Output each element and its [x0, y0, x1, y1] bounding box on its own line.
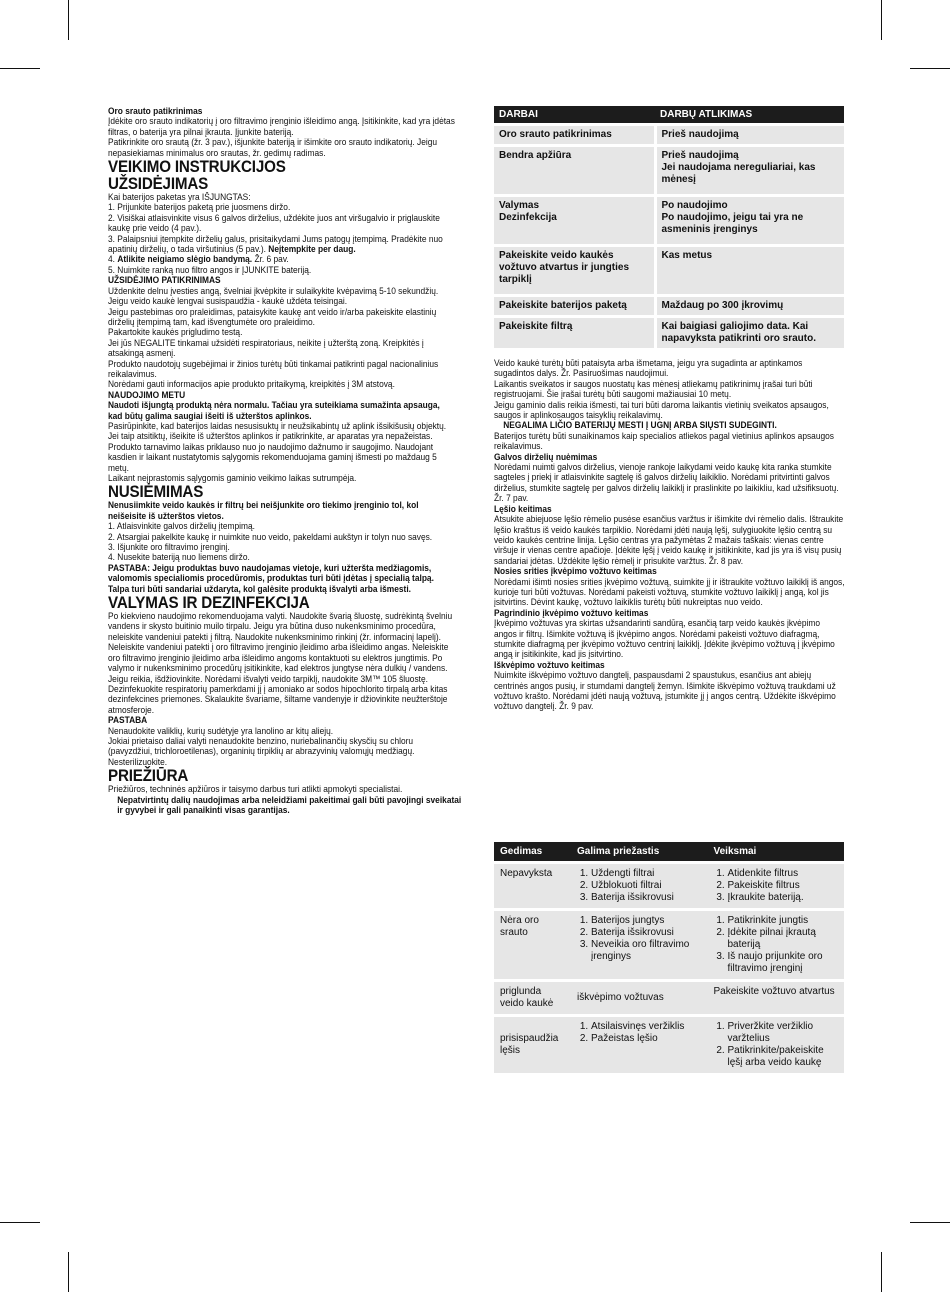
schedule-timing: Prieš naudojimą Jei naudojama nereguliariai, kas mėnesį — [655, 146, 844, 196]
left-column — [108, 106, 462, 815]
schedule-row — [494, 146, 844, 196]
paragraph: Nuimkite iškvėpimo vožtuvo dangtelį, paspausdami 2 spaustukus, esančius ant abiejų centrinės angos pusių, ir stumdami dangtelį žemyn. Išimkite iškvėpimo vožtuvą traukdami už vožtuvo krašto. Norėdami įdėti naują vožtuvą, įstumkite jį į angos centrą. Uždėkite iškvėpimo vožtuvo dangtelį. Žr. 9 pav. — [494, 670, 836, 712]
subheading: PASTABA — [108, 715, 148, 726]
schedule-header-timing: DARBŲ ATLIKIMAS — [655, 106, 844, 125]
action-item: 1. Atidenkite filtrus — [728, 868, 839, 880]
paragraph: Norėdami gauti informacijos apie produkto pritaikymą, kreipkitės į 3M atstovą. — [108, 379, 395, 390]
trouble-action: Pakeiskite vožtuvo atvartus — [708, 981, 845, 1016]
troubleshooting-table — [494, 842, 844, 1073]
paragraph: Atsukite abiejuose lęšio rėmelio pusėse esančius varžtus ir išimkite dvi rėmelio dalis. Ištraukite lęšio kraštus iš veido kaukės tarpiklio. Norėdami įdėti naują lęšį, sulygiuokite lęšio centrą su veido kaukės centrine linija. Lęšio centras yra pažymėtas 2 mažais taškais: vienas centre viršuje ir vienas centre apačioje. Įdėkite lęšį į veido kaukę ir įsitikinkite, kad jis yra iš visų pusių sandariai įdėtas. Uždėkite lęšio rėmelį ir prisukite varžtus. Žr. 8 pav. — [494, 514, 844, 566]
schedule-row — [494, 317, 844, 349]
bold-paragraph: NEGALIMA LIČIO BATERIJŲ MESTI Į UGNĮ ARBA SIŲSTI SUDEGINTI. — [503, 420, 777, 431]
schedule-row — [494, 196, 844, 246]
schedule-task: Valymas Dezinfekcija — [494, 196, 655, 246]
cause-item: 1. Baterijos jungtys — [591, 915, 702, 927]
subheading: Oro srauto patikrinimas — [108, 106, 203, 116]
paragraph: 2. Visiškai atlaisvinkite visus 6 galvos dirželius, uždėkite juos ant viršugalvio ir priglauskite kaukę prie veido (4 pav.). — [108, 212, 440, 234]
trouble-fault: priglunda veido kaukė — [494, 981, 571, 1016]
trouble-cause — [571, 910, 708, 981]
section-heading: VEIKIMO INSTRUKCIJOS — [108, 158, 286, 177]
paragraph: Jokiai prietaiso daliai valyti nenaudokite benzino, nuriebalinančių skysčių su chloru (pavyzdžiui, trichloroetilenas), organinių tirpiklių ar abrazyvinių valomųjų medžiagų. — [108, 735, 415, 757]
crop-mark — [881, 1252, 882, 1292]
section-heading: NUSIĖMIMAS — [108, 483, 204, 502]
crop-mark — [910, 1222, 950, 1223]
maintenance-schedule-table — [494, 106, 844, 348]
trouble-row — [494, 910, 844, 981]
schedule-timing: Po naudojimo Po naudojimo, jeigu tai yra ne asmeninis įrenginys — [655, 196, 844, 246]
trouble-cause: iškvėpimo vožtuvas — [571, 981, 708, 1016]
trouble-header-cause: Galima priežastis — [571, 842, 708, 863]
schedule-task: Bendra apžiūra — [494, 146, 655, 196]
bold-paragraph: Nepatvirtintų dalių naudojimas arba neleidžiami pakeitimai gali būti pavojingi sveikatai ir gyvybei ir gali panaikinti visas garantijas. — [117, 794, 462, 815]
cause-item: 2. Pažeistas lęšio — [591, 1033, 702, 1045]
subheading: Galvos dirželių nuėmimas — [494, 451, 598, 462]
section-heading: UŽSIDĖJIMAS — [108, 175, 209, 194]
cause-list — [577, 868, 702, 904]
crop-mark — [881, 0, 882, 40]
paragraph: Uždenkite delnu įvesties angą, švelniai įkvėpkite ir sulaikykite kvėpavimą 5-10 sekundžių. — [108, 285, 439, 296]
crop-mark — [0, 1222, 40, 1223]
paragraph: Norėdami išimti nosies srities įkvėpimo vožtuvą, suimkite jį ir ištraukite vožtuvo laikiklį iš angos, kurioje turi būti vožtuvas. Norėdami pakeisti vožtuvą, stumkite vožtuvo laikiklį į angą, kol jis įsitvirtins. Dėvint kaukę, vožtuvo laikiklis turėtų būti nukreiptas nuo veido. — [494, 576, 845, 608]
subheading: UŽSIDĖJIMO PATIKRINIMAS — [108, 275, 221, 286]
paragraph: Nenaudokite valiklių, kurių sudėtyje yra lanolino ar kitų aliejų. — [108, 725, 334, 736]
paragraph: Jeigu veido kaukė lengvai susispaudžia - kaukė uždėta teisingai. — [108, 296, 348, 307]
trouble-row — [494, 863, 844, 910]
paragraph: 1. Atlaisvinkite galvos dirželių įtempimą. — [108, 521, 255, 532]
schedule-timing: Prieš naudojimą — [655, 125, 844, 146]
cause-item: 3. Neveikia oro filtravimo įrenginys — [591, 939, 702, 963]
schedule-header-tasks: DARBAI — [494, 106, 655, 125]
crop-mark — [68, 1252, 69, 1292]
subheading: Nosies srities įkvėpimo vožtuvo keitimas — [494, 566, 657, 577]
paragraph: 2. Atsargiai pakelkite kaukę ir nuimkite nuo veido, pakeldami aukštyn ir tolyn nuo savęs. — [108, 531, 433, 542]
paragraph: Patikrinkite oro srautą (žr. 3 pav.), išjunkite bateriją ir išimkite oro srauto indikatorių. Jeigu nepasiekiamas minimalus oro srautas, žr. gedimų radimas. — [108, 137, 438, 158]
action-list — [714, 915, 839, 975]
cause-item: 2. Užblokuoti filtrai — [591, 880, 702, 892]
crop-mark — [0, 68, 40, 69]
paragraph: 5. Nuimkite ranką nuo filtro angos ir ĮJUNKITE bateriją. — [108, 264, 312, 275]
bold-paragraph: Nenusiimkite veido kaukės ir filtrų bei neišjunkite oro tiekimo įrenginio tol, kol neišeisite iš užterštos vietos. — [108, 500, 419, 521]
paragraph: Produkto naudotojų sugebėjimai ir žinios turėtų būti tinkamai patikrinti pagal nacionalinius reikalavimus. — [108, 358, 439, 379]
action-item: 2. Patikrinkite/pakeiskite lęšį arba veido kaukę — [728, 1045, 839, 1069]
paragraph — [108, 254, 456, 264]
paragraph: Jeigu pastebimas oro praleidimas, pataisykite kaukę ant veido ir/arba pakeiskite elastinių dirželių įtempimą tam, kad išvengtumėte oro praleidimo. — [108, 306, 437, 327]
trouble-fault: Nėra oro srauto — [494, 910, 571, 981]
subheading: Lęšio keitimas — [494, 503, 552, 514]
trouble-fault: Nepavyksta — [494, 863, 571, 910]
paragraph: Priežiūros, techninės apžiūros ir taisymo darbus turi atlikti apmokyti specialistai. — [108, 784, 403, 795]
paragraph: Norėdami nuimti galvos dirželius, vienoje rankoje laikydami veido kaukę kita ranka stumkite sagteles į priekį ir atlaisvinkite sagtelę iš galvos dirželių laikiklio. Norėdami pritvirtinti galvos dirželius, stumkite sagtelę per galvos dirželių laikiklį ir praslinkite po laikikliu, kad užsifiksuotų. Žr. 7 pav. — [494, 462, 839, 504]
trouble-row — [494, 1016, 844, 1074]
cause-item: 3. Baterija išsikrovusi — [591, 892, 702, 904]
schedule-timing: Kas metus — [655, 246, 844, 296]
subheading: NAUDOJIMO METU — [108, 389, 186, 400]
schedule-task: Pakeiskite filtrą — [494, 317, 655, 349]
paragraph-text: 4. — [108, 254, 118, 265]
paragraph: Pasirūpinkite, kad baterijos laidas nesusisuktų ir neužsikabintų už aplink išsikišusių objektų. Jei taip atsitiktų, išeikite iš užterštos aplinkos ir patikrinkite, ar aparatas yra nepažeistas. — [108, 420, 447, 442]
paragraph: Įkvėpimo vožtuvas yra skirtas užsandarinti sandūrą, esančią tarp veido kaukės įkvėpimo angos ir filtrų. Išimkite vožtuvą iš įkvėpimo angos. Norėdami pakeisti vožtuvo diafragmą, stumkite diafragmą per įkvėpimo vožtuvo centrinį laikiklį. Įdėkite įkvėpimo vožtuvą į įkvėpimo angą ir įsitikinkite, kad jis įsitvirtino. — [494, 618, 835, 660]
action-item: 1. Priveržkite veržiklio varžtelius — [728, 1021, 839, 1045]
paragraph: Jeigu gaminio dalis reikia išmesti, tai turi būti daroma laikantis vietinių sveikatos apsaugos, saugos ir aplinkosaugos taisyklių reikalavimų. — [494, 399, 829, 421]
schedule-task: Pakeiskite veido kaukės vožtuvo atvartus ir jungties tarpiklį — [494, 246, 655, 296]
section-heading: PRIEŽIŪRA — [108, 767, 189, 786]
schedule-task: Oro srauto patikrinimas — [494, 125, 655, 146]
action-item: 1. Patikrinkite jungtis — [728, 915, 839, 927]
schedule-task: Pakeiskite baterijos paketą — [494, 296, 655, 317]
paragraph: Nesterilizuokite. — [108, 756, 168, 767]
paragraph: 1. Prijunkite baterijos paketą prie juosmens diržo. — [108, 202, 291, 213]
action-list — [714, 1021, 839, 1069]
cause-item: 1. Atsilaisvinęs veržiklis — [591, 1021, 702, 1033]
paragraph: Laikant neįprastomis sąlygomis gaminio veikimo laikas sutrumpėja. — [108, 473, 357, 483]
trouble-header-fault: Gedimas — [494, 842, 571, 863]
trouble-header-action: Veiksmai — [708, 842, 845, 863]
paragraph: Produkto tarnavimo laikas priklauso nuo jo naudojimo dažnumo ir saugojimo. Naudojant kasdien ir laikant nustatytomis sąlygomis rekomenduojama gaminį išmesti po maždaug 5 metų. — [108, 441, 437, 473]
paragraph-emphasis: Neįtempkite per daug. — [268, 244, 356, 255]
cause-list — [577, 915, 702, 963]
crop-mark — [910, 68, 950, 69]
trouble-action — [708, 863, 845, 910]
paragraph: Pakartokite kaukės prigludimo testą. — [108, 327, 243, 338]
trouble-fault: prisispaudžia lęšis — [494, 1016, 571, 1074]
action-item: 3. Įkraukite bateriją. — [728, 892, 839, 904]
paragraph: Kai baterijos paketas yra IŠJUNGTAS: — [108, 192, 251, 203]
paragraph: Įdėkite oro srauto indikatorių į oro filtravimo įrenginio išleidimo angą. Įsitikinkite, kad yra įdėtas filtras, o baterija yra pilnai įkrauta. Įjunkite bateriją. — [108, 116, 455, 137]
bold-paragraph: Naudoti išjungtą produktą nėra normalu. Tačiau yra suteikiama sumažinta apsauga, kad būtų galima saugiai išeiti iš užterštos aplinkos. — [108, 400, 440, 421]
trouble-action — [708, 910, 845, 981]
paragraph: Laikantis sveikatos ir saugos nuostatų kas mėnesį atliekamų patikrinimų įrašai turi būti registruojami. Šie įrašai turėtų būti saugomi mažiausiai 10 metų. — [494, 378, 813, 400]
paragraph: 4. Nusekite bateriją nuo liemens diržo. — [108, 552, 250, 563]
paragraph: Po kiekvieno naudojimo rekomenduojama valyti. Naudokite švarią šluostę, sudrėkintą švelniu vandens ir skysto buitinio muilo tirpalu. Jeigu yra būtina duso nukenksminimo procedūra, neleiskite vandeniui patekti į filtrą. Naudokite nukenksminimo rinkinį (žr. informacinį lapelį). Neleiskite vandeniui patekti į oro filtravimo įrenginio įleidimo arba išleidimo angas. Neleiskite oro filtravimo įrenginio įleidimo arba išleidimo angoms kontaktuoti su elektros jungtimis. Po valymo ir nukenksminimo procedūrų įsitikinkite, kad elektros jungtyse nėra dulkių / vandens. Jeigu reikia, išdžiovinkite. Norėdami išvalyti veido tarpiklį, naudokite 3M™ 105 šluostę. Dezinfekuokite respiratorių pamerkdami jį į amoniako ar sodos hipochlorito tirpalą arba kitas dezinfekcines priemones. Skalaukite švariame, šiltame vandenyje ir džiovinkite neužterštoje atmosferoje. — [108, 611, 453, 715]
trouble-cause — [571, 863, 708, 910]
right-column — [494, 106, 845, 1068]
paragraph: Baterijos turėtų būti sunaikinamos kaip specialios atliekos pagal vietinius aplinkos apsaugos reikalavimus. — [494, 430, 834, 452]
schedule-row — [494, 246, 844, 296]
action-item: 2. Pakeiskite filtrus — [728, 880, 839, 892]
section-heading: VALYMAS IR DEZINFEKCIJA — [108, 594, 310, 613]
paragraph: 3. Išjunkite oro filtravimo įrenginį. — [108, 542, 230, 553]
schedule-row — [494, 125, 844, 146]
cause-list — [577, 1021, 702, 1045]
crop-mark — [68, 0, 69, 40]
action-list — [714, 868, 839, 904]
cause-item: 1. Uždengti filtrai — [591, 868, 702, 880]
subheading: Iškvėpimo vožtuvo keitimas — [494, 659, 605, 670]
paragraph-text: Žr. 6 pav. — [252, 254, 289, 265]
action-item: 3. Iš naujo prijunkite oro filtravimo įrenginį — [728, 951, 839, 975]
schedule-timing: Maždaug po 300 įkrovimų — [655, 296, 844, 317]
trouble-action — [708, 1016, 845, 1074]
subheading: Pagrindinio įkvėpimo vožtuvo keitimas — [494, 607, 649, 618]
paragraph: Veido kaukė turėtų būti pataisyta arba išmetama, jeigu yra sugadinta ar aptinkamos sugadintos dalys. Žr. Pasiruošimas naudojimui. — [494, 358, 803, 379]
paragraph: Jei jūs NEGALITE tinkamai užsidėti respiratoriaus, neikite į užterštą zoną. Kreipkitės į atsakingą asmenį. — [108, 337, 424, 359]
right-text — [494, 358, 844, 712]
paragraph-text: 3. Palaipsniui įtempkite dirželių galus, prisitaikydami Jums patogų įtempimą. Pradėkite nuo apatinių dirželių, o tada viršutinius (5 pav.). — [108, 233, 443, 255]
bold-paragraph: PASTABA: Jeigu produktas buvo naudojamas vietoje, kuri užteršta medžiagomis, valomomis specialiomis procedūromis, produktas turi būti įdėtas į specialią talpą. Talpa turi būti sandariai uždaryta, kol galėsite produktą išvalyti arba išmesti. — [108, 562, 434, 594]
cause-item: 2. Baterija išsikrovusi — [591, 927, 702, 939]
paragraph — [108, 234, 456, 255]
action-item: 2. Įdėkite pilnai įkrautą bateriją — [728, 927, 839, 951]
trouble-row — [494, 981, 844, 1016]
trouble-cause — [571, 1016, 708, 1074]
schedule-timing: Kai baigiasi galiojimo data. Kai napavyksta patikrinti oro srauto. — [655, 317, 844, 349]
paragraph-emphasis: Atlikite neigiamo slėgio bandymą. — [117, 254, 253, 265]
schedule-row — [494, 296, 844, 317]
